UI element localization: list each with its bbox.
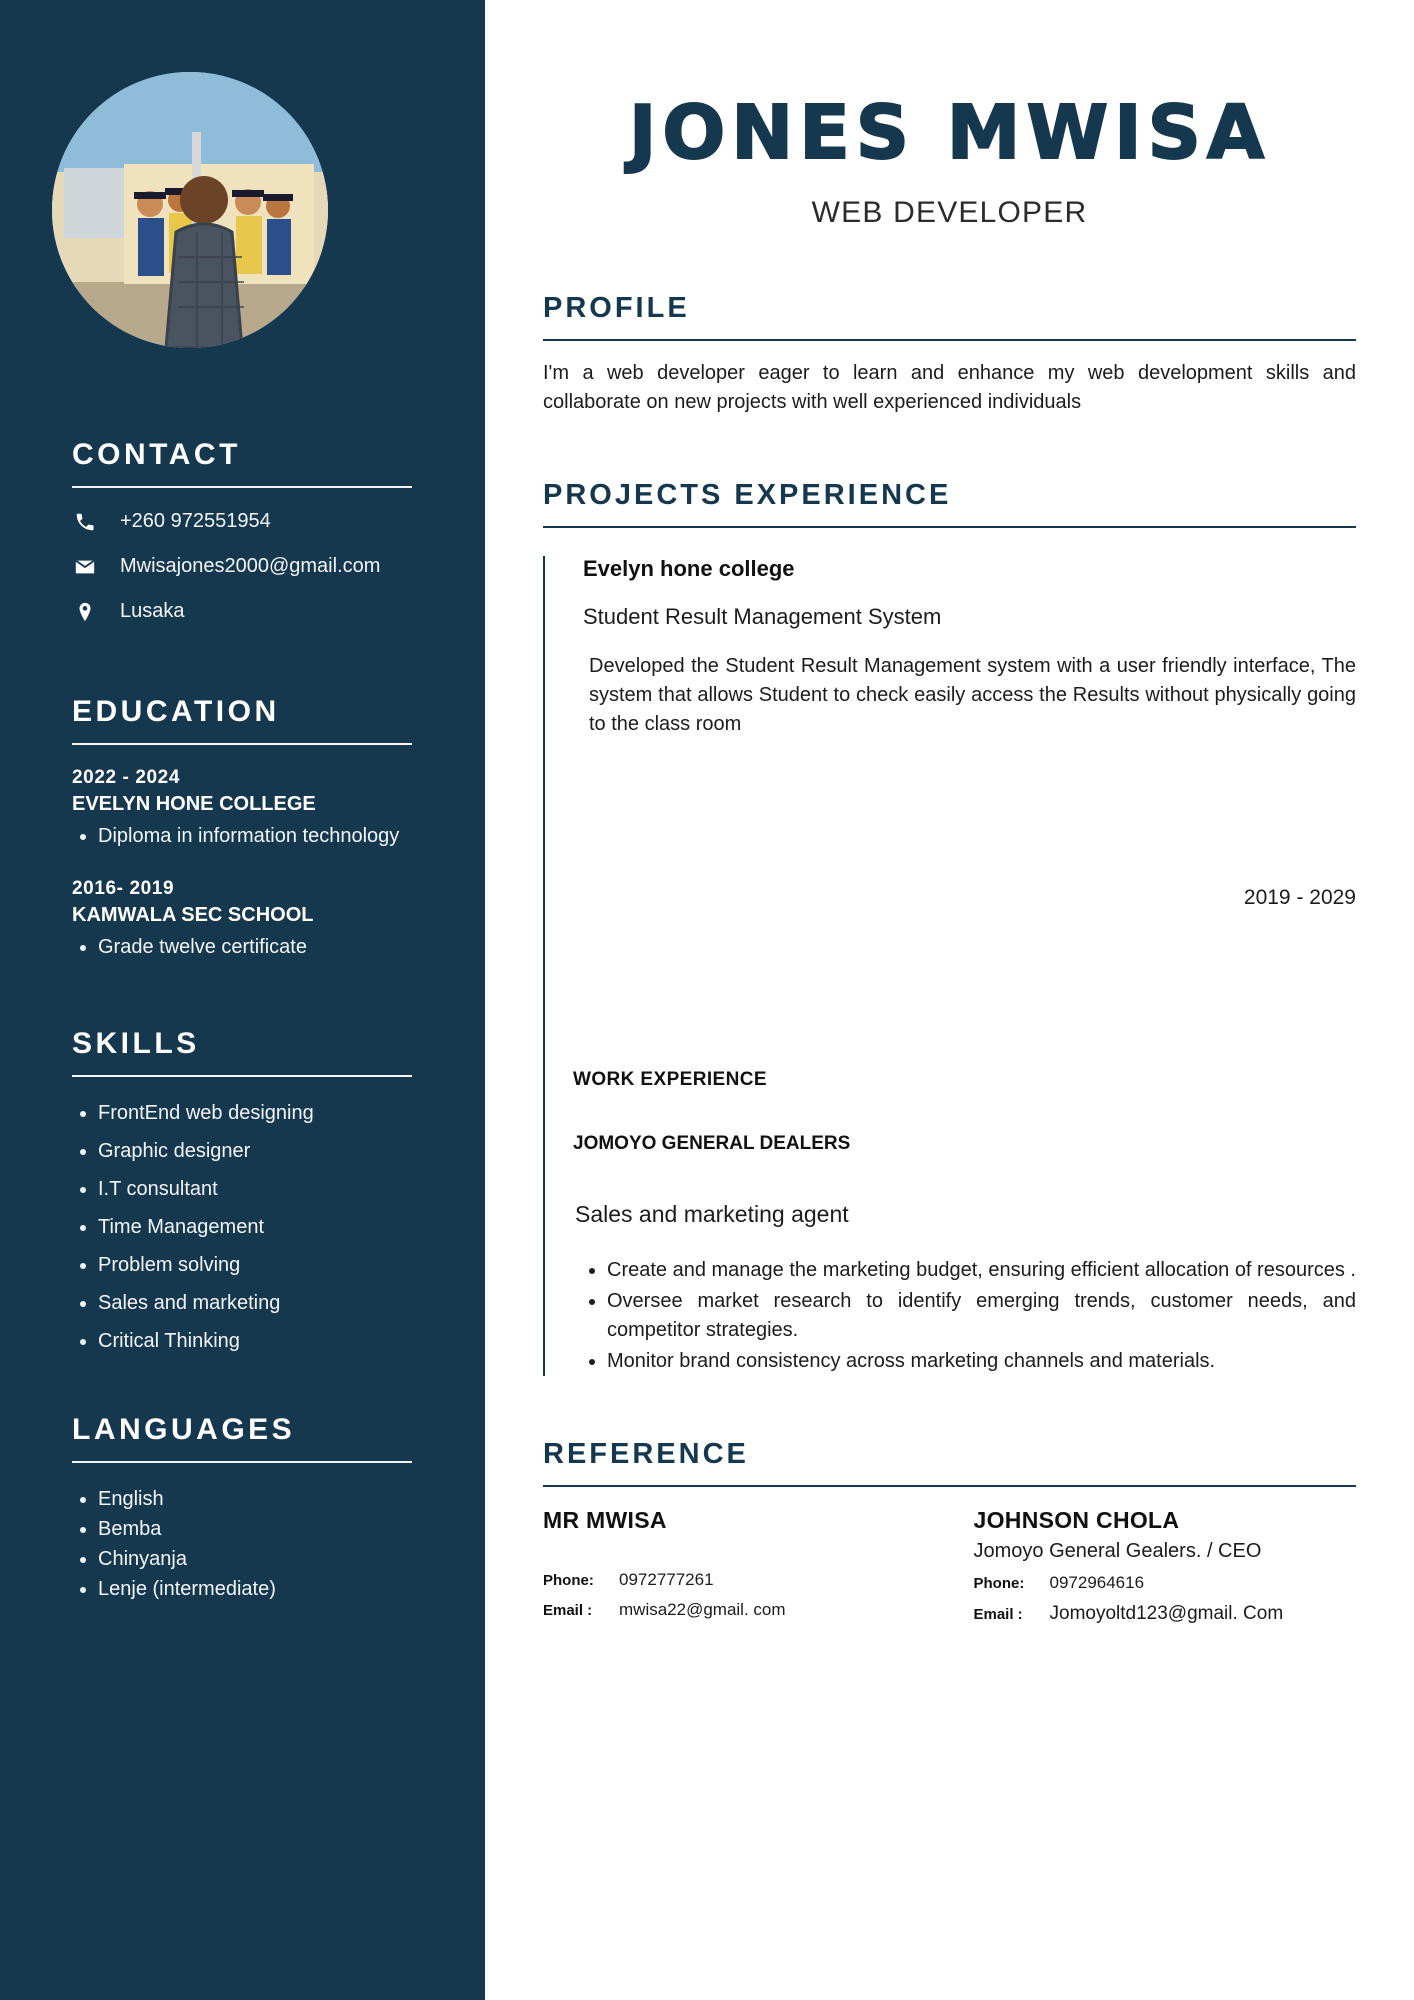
list-item: • Oversee market research to identify emerging trends, customer needs, and competitor strategies. (607, 1287, 1356, 1345)
main-content (485, 0, 1414, 2000)
work-role: Sales and marketing agent (575, 1201, 849, 1227)
work-company: JOMOYO GENERAL DEALERS (573, 1133, 851, 1154)
divider (543, 526, 1356, 528)
education-detail: • Diploma in information technology (98, 822, 425, 850)
phone-label: Phone: (973, 1575, 1025, 1592)
list-item: • Critical Thinking (98, 1327, 425, 1355)
location-pin-icon (72, 601, 98, 623)
list-item: • Graphic designer (98, 1137, 425, 1165)
list-item: • Chinyanja (98, 1545, 425, 1573)
reference-card (974, 1507, 1357, 1625)
phone-icon (72, 511, 98, 533)
languages-section (72, 1413, 425, 1603)
divider (72, 486, 412, 488)
divider (543, 1485, 1356, 1487)
experience-block (543, 556, 1356, 1376)
divider (72, 1461, 412, 1463)
education-heading: EDUCATION (72, 695, 280, 728)
work-bullet-list (607, 1256, 1356, 1376)
education-school: EVELYN HONE COLLEGE (72, 793, 316, 815)
languages-heading: LANGUAGES (72, 1413, 296, 1446)
profile-heading: PROFILE (543, 292, 690, 324)
email-label: Email : (543, 1602, 593, 1619)
job-title: WEB DEVELOPER (811, 196, 1088, 229)
list-item: • Sales and marketing (98, 1289, 425, 1317)
contact-phone-row (72, 510, 425, 533)
divider (72, 743, 412, 745)
languages-list (98, 1485, 425, 1603)
contact-location-value: Lusaka (120, 600, 185, 622)
reference-phone-row (974, 1573, 1357, 1593)
list-item: • Time Management (98, 1213, 425, 1241)
education-school: KAMWALA SEC SCHOOL (72, 904, 314, 926)
education-item (72, 878, 425, 961)
reference-name: MR MWISA (543, 1507, 667, 1533)
list-item: • Bemba (98, 1515, 425, 1543)
email-value: mwisa22@gmail. com (619, 1600, 786, 1619)
education-years: 2022 - 2024 (72, 767, 181, 788)
phone-value: 0972964616 (1049, 1573, 1145, 1592)
reference-grid (543, 1507, 1356, 1625)
education-item (72, 767, 425, 850)
reference-email-row (543, 1600, 926, 1620)
phone-label: Phone: (543, 1572, 594, 1589)
avatar (52, 72, 328, 348)
profile-photo (52, 72, 328, 348)
reference-email-row (974, 1603, 1357, 1625)
contact-phone-value: +260 972551954 (120, 510, 271, 532)
project-organization: Evelyn hone college (583, 556, 795, 581)
skills-section (72, 1027, 425, 1355)
projects-heading: PROJECTS EXPERIENCE (543, 479, 952, 511)
work-dates: 2019 - 2029 (1243, 886, 1356, 909)
list-item: • I.T consultant (98, 1175, 425, 1203)
reference-phone-row (543, 1570, 926, 1590)
profile-text: I'm a web developer eager to learn and enhance my web development skills and collaborate on new projects with well experienced individuals (543, 362, 1356, 413)
education-detail: • Grade twelve certificate (98, 933, 425, 961)
reference-heading: REFERENCE (543, 1438, 749, 1470)
email-label: Email : (973, 1606, 1023, 1623)
contact-heading: CONTACT (72, 438, 241, 471)
project-description: Developed the Student Result Management system with a user friendly interface, The system that allows Student to check easily access the Results without physically going to the class room (589, 655, 1356, 735)
skills-heading: SKILLS (72, 1027, 200, 1060)
project-title: Student Result Management System (583, 604, 942, 629)
email-value: Jomoyoltd123@gmail. Com (1049, 1603, 1284, 1624)
reference-card (543, 1507, 926, 1625)
list-item: • Lenje (intermediate) (98, 1575, 425, 1603)
education-years: 2016- 2019 (72, 878, 175, 899)
list-item: • Monitor brand consistency across marketing channels and materials. (607, 1347, 1356, 1376)
reference-subtitle: Jomoyo General Gealers. / CEO (973, 1540, 1262, 1562)
contact-location-row (72, 600, 425, 623)
divider (72, 1075, 412, 1077)
email-icon (72, 556, 98, 578)
page-title: JONES MWISA (628, 90, 1271, 176)
list-item: • FrontEnd web designing (98, 1099, 425, 1127)
reference-name: JOHNSON CHOLA (973, 1507, 1180, 1533)
skills-list (98, 1099, 425, 1355)
contact-section (72, 438, 425, 623)
divider (543, 339, 1356, 341)
contact-email-row (72, 555, 425, 578)
list-item: • English (98, 1485, 425, 1513)
list-item: • Problem solving (98, 1251, 425, 1279)
education-section (72, 695, 425, 961)
work-experience-heading: WORK EXPERIENCE (573, 1069, 767, 1090)
phone-value: 0972777261 (619, 1570, 714, 1589)
contact-email-value: Mwisajones2000@gmail.com (120, 555, 381, 577)
list-item: • Create and manage the marketing budget, ensuring efficient allocation of resources . (607, 1256, 1356, 1285)
sidebar (0, 0, 485, 2000)
